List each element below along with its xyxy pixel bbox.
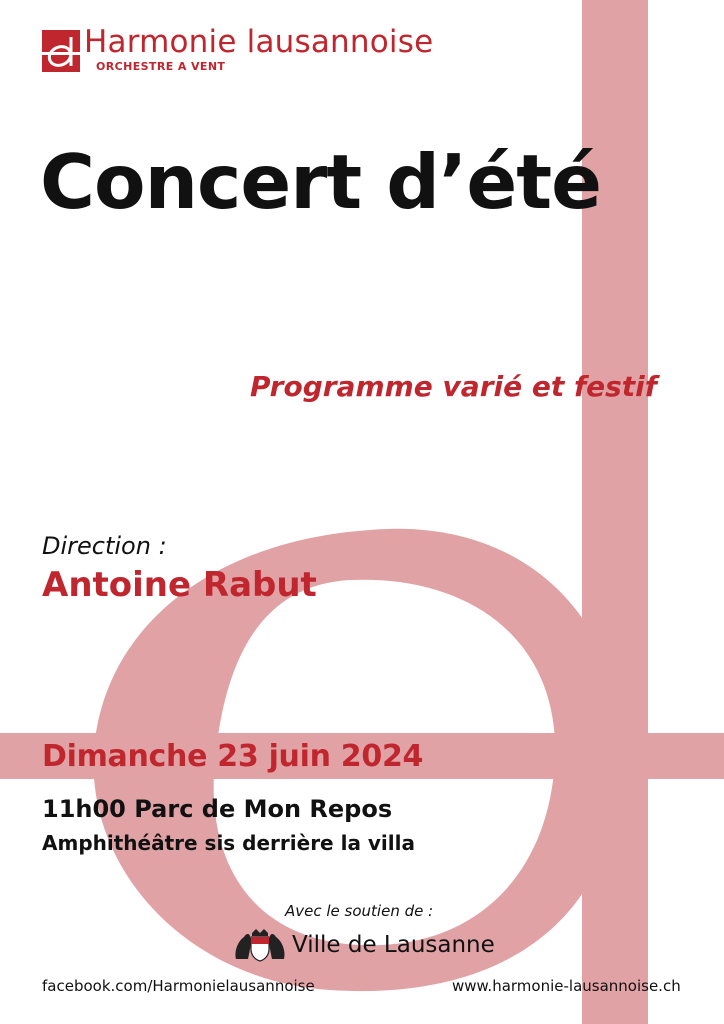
website-link[interactable]: www.harmonie-lausannoise.ch — [452, 977, 681, 995]
concert-time-place: 11h00 Parc de Mon Repos — [42, 795, 393, 823]
sponsor-name: Ville de Lausanne — [292, 932, 495, 958]
brand-name: Harmonie lausannoise — [84, 24, 434, 60]
lausanne-crest-icon — [232, 927, 288, 963]
harmonie-logo-icon — [42, 30, 80, 72]
direction-label: Direction : — [42, 532, 167, 560]
facebook-link[interactable]: facebook.com/Harmonielausannoise — [42, 977, 315, 995]
concert-date: Dimanche 23 juin 2024 — [42, 739, 424, 774]
program-tagline: Programme varié et festif — [250, 370, 657, 403]
director-name: Antoine Rabut — [42, 565, 317, 605]
support-text: Avec le soutien de : — [285, 902, 434, 920]
concert-title: Concert d’été — [40, 138, 601, 226]
brand-subtitle: ORCHESTRE A VENT — [96, 60, 226, 73]
concert-venue: Amphithéâtre sis derrière la villa — [42, 831, 415, 855]
